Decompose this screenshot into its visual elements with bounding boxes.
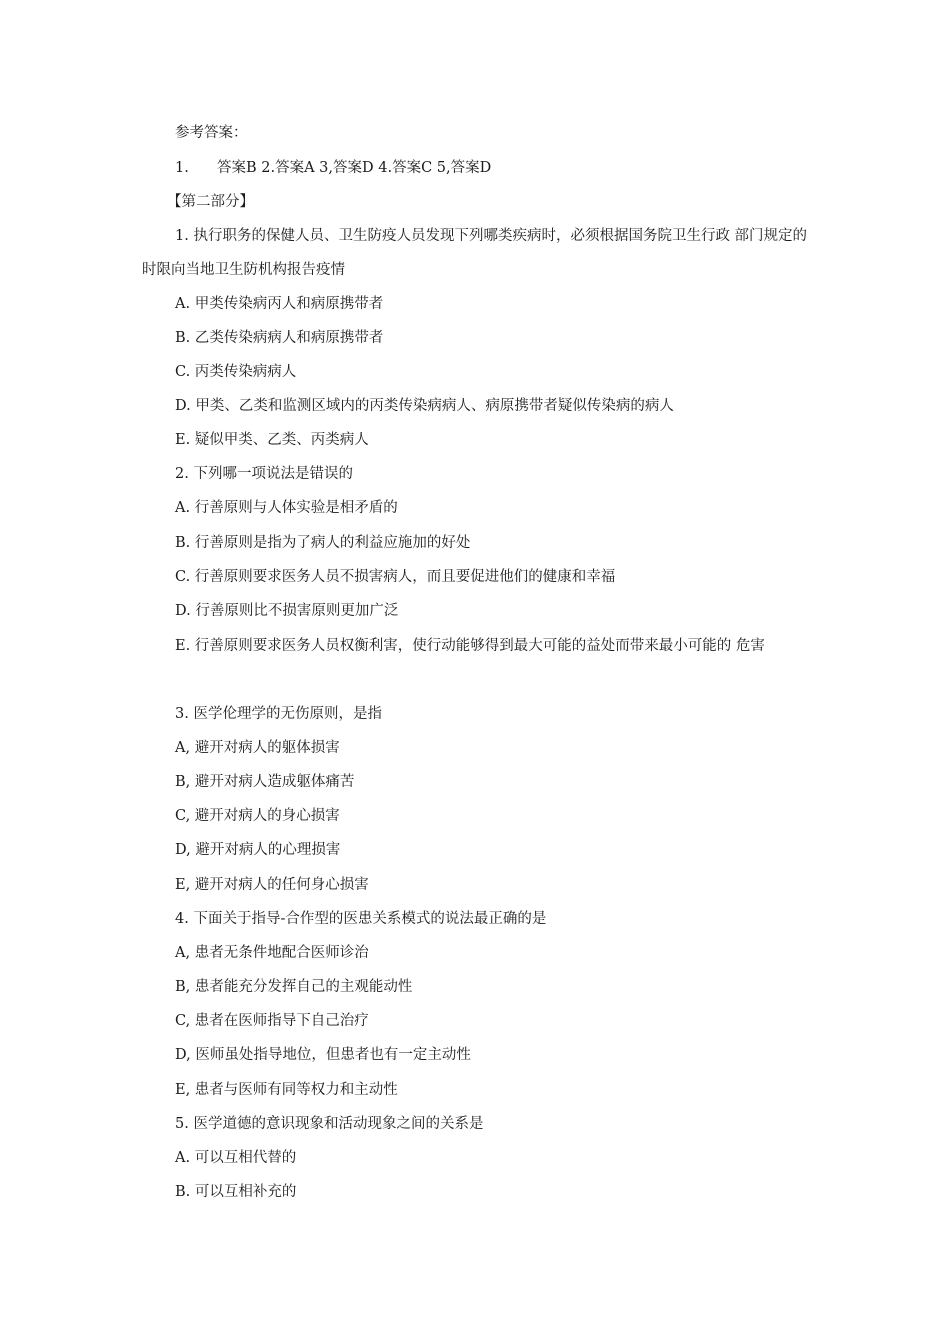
q4-stem: 4. 下面关于指导-合作型的医患关系模式的说法最正确的是 [175, 911, 547, 927]
q2-stem: 2. 下列哪一项说法是错误的 [175, 466, 353, 482]
answers-text: 答案B 2.答案A 3,答案D 4.答案C 5,答案D [217, 160, 492, 176]
answers-line [175, 158, 491, 178]
q3-option-d: D, 避开对病人的心理损害 [175, 842, 341, 858]
q3-option-b: B, 避开对病人造成躯体痛苦 [175, 774, 355, 790]
q4-option-d: D, 医师虽处指导地位，但患者也有一定主动性 [175, 1047, 471, 1063]
q1-option-d: D. 甲类、乙类和监测区域内的丙类传染病病人、病原携带者疑似传染病的病人 [175, 398, 674, 414]
q3-option-e: E, 避开对病人的任何身心损害 [175, 877, 369, 893]
q1-stem: 1. 执行职务的保健人员、卫生防疫人员发现下列哪类疾病时，必须根据国务院卫生行政 部门规定的时限向当地卫生防机构报告疫情 [142, 228, 808, 278]
q1-option-a: A. 甲类传染病丙人和病原携带者 [175, 296, 384, 312]
q1-option-e: E. 疑似甲类、乙类、丙类病人 [175, 432, 369, 448]
answers-number: 1. [175, 160, 189, 176]
q4-option-a: A, 患者无条件地配合医师诊治 [175, 945, 369, 961]
q3-option-c: C, 避开对病人的身心损害 [175, 808, 340, 824]
part-heading: 【第二部分】 [167, 194, 254, 210]
q4-option-e: E, 患者与医师有同等权力和主动性 [175, 1082, 398, 1098]
q4-option-c: C, 患者在医师指导下自己治疗 [175, 1013, 369, 1029]
q1-option-b: B. 乙类传染病病人和病原携带者 [175, 330, 384, 346]
q4-option-b: B, 患者能充分发挥自己的主观能动性 [175, 979, 413, 995]
q1-option-c: C. 丙类传染病病人 [175, 364, 297, 380]
q2-option-e: E. 行善原则要求医务人员权衡利害，使行动能够得到最大可能的益处而带来最小可能的 危害 [175, 638, 765, 654]
q2-option-d: D. 行善原则比不损害原则更加广泛 [175, 603, 399, 619]
q5-option-b: B. 可以互相补充的 [175, 1184, 297, 1200]
answers-heading: 参考答案： [175, 125, 248, 141]
q3-option-a: A, 避开对病人的躯体损害 [175, 740, 340, 756]
q5-option-a: A. 可以互相代替的 [175, 1150, 297, 1166]
q5-stem: 5. 医学道德的意识现象和活动现象之间的关系是 [175, 1116, 484, 1132]
q3-stem: 3. 医学伦理学的无伤原则，是指 [175, 706, 382, 722]
q2-option-a: A. 行善原则与人体实验是相矛盾的 [175, 500, 398, 516]
q2-option-c: C. 行善原则要求医务人员不损害病人，而且要促进他们的健康和幸福 [175, 569, 616, 585]
q2-option-b: B. 行善原则是指为了病人的利益应施加的好处 [175, 535, 471, 551]
